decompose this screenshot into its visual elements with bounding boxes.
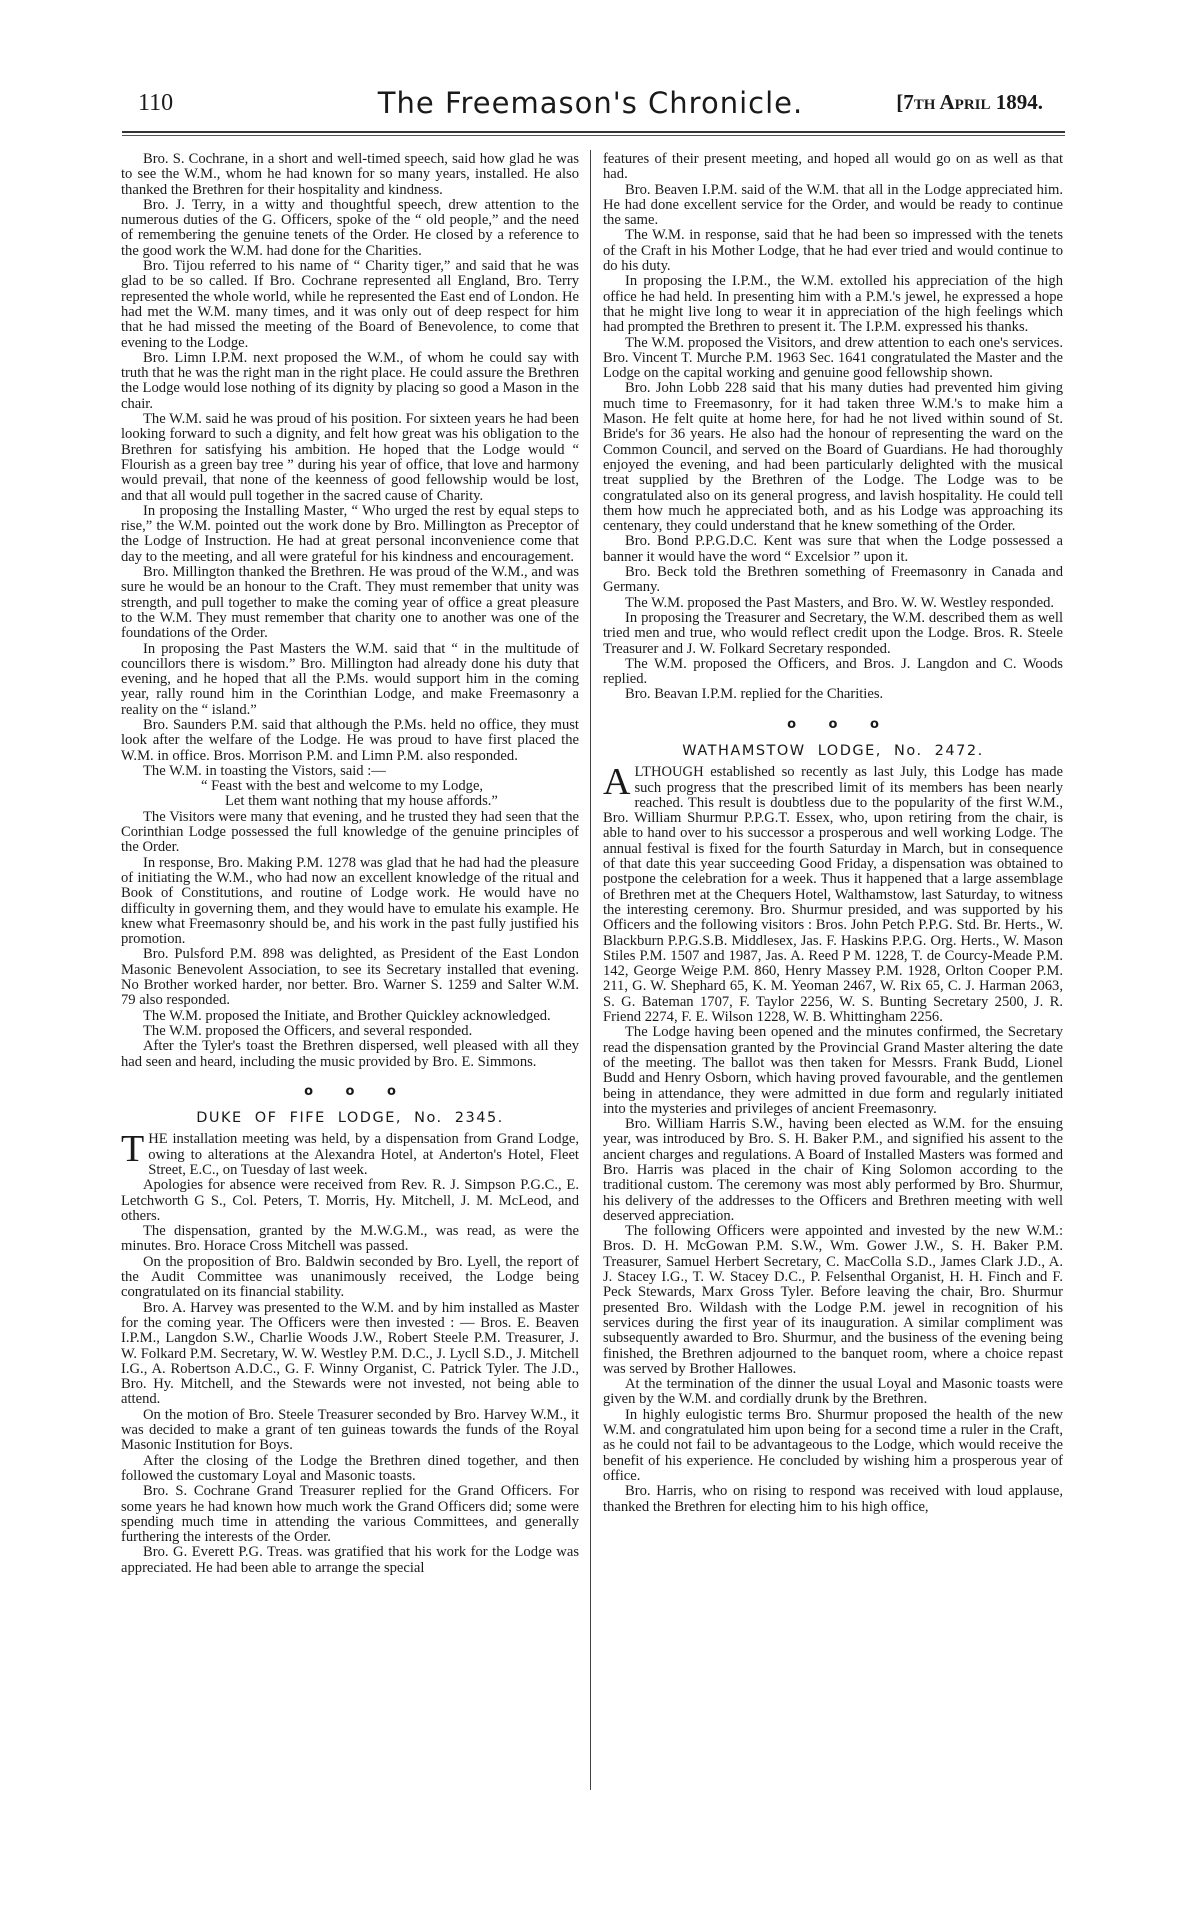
paragraph: Bro. Bond P.P.G.D.C. Kent was sure that when the Lodge possessed a banner it would have the word “ Excelsior ” upon it. <box>603 533 1063 565</box>
poem-line: Let them want nothing that my house affords.” <box>225 793 498 810</box>
paragraph: Bro. Pulsford P.M. 898 was delighted, as President of the East London Masonic Benevolent Association, to see its Secretary installed that evening. No Brother worked harder, nor better. Bro. Warner S. 1259 and Salter W.M. 79 also responded. <box>121 946 579 1009</box>
paragraph: Bro. Beaven I.P.M. said of the W.M. that all in the Lodge appreciated him. He had done excellent service for the Order, and would be ready to continue the same. <box>603 181 1063 229</box>
paragraph: The Visitors were many that evening, and he trusted they had seen that the Corinthian Lodge possessed the full knowledge of the genuine principles of the Order. <box>121 808 579 856</box>
paragraph: Bro. Beck told the Brethren something of Freemasonry in Canada and Germany. <box>603 564 1063 596</box>
paragraph: The W.M. in response, said that he had been so impressed with the tenets of the Craft in his Mother Lodge, that he had ever tried and would continue to do his duty. <box>603 227 1063 275</box>
paragraph: Bro. Harris, who on rising to respond was received with loud applause, thanked the Brethren for electing him to his high office, <box>603 1483 1063 1515</box>
paragraph: Bro. Saunders P.M. said that although the P.Ms. held no office, they must look after the welfare of the Lodge. He was proud to have first placed the W.M. in office. Bros. Morrison P.M. and Limn P.M. also responded. <box>121 716 579 764</box>
continued-paragraph: features of their present meeting, and hoped all would go on as well as that had. <box>603 151 1063 183</box>
paragraph: Bro. Beavan I.P.M. replied for the Charities. <box>625 686 884 703</box>
paragraph: The following Officers were appointed and invested by the new W.M.: Bros. D. H. McGowan P.M. S.W., Wm. Gower J.W., S. H. Baker P.M. Treasurer, Samuel Herbert Secretary, C. MacColla S.D., James Clark J.D., A. J. Stacey I.G., T. W. Stacey D.C., P. Felsenthal Organist, H. H. Finch and F. Peck Stewards, Marx Gross Tyler. Before leaving the chair, Bro. Shurmur presented Bro. Wildash with the Lodge P.M. jewel in recognition of his services during the first year of its inauguration. A similar compliment was subsequently awarded to Bro. Shurmur, and the business of the evening being finished, the Brethren adjourned to the banquet room, where a choice repast was served by Brother Hallowes. <box>603 1223 1063 1377</box>
paragraph: Bro. Tijou referred to his name of “ Charity tiger,” and said that he was glad to be so called. If Bro. Cochrane represented all England, Bro. Terry represented the whole world, while he represented the East end of London. He had met the W.M. many times, and it was only out of deep respect for him that he had missed the meeting of the Board of Benevolence, to come that evening to the Lodge. <box>121 258 579 351</box>
newspaper-title: The Freemason's Chronicle. <box>377 86 804 120</box>
paragraph: After the closing of the Lodge the Brethren dined together, and then followed the customary Loyal and Masonic toasts. <box>121 1452 579 1484</box>
drop-cap: T <box>121 1128 145 1171</box>
issue-date-text: [7th April 1894. <box>896 90 1043 114</box>
article-corinthian-end <box>121 810 579 1070</box>
paragraph: On the motion of Bro. Steele Treasurer seconded by Bro. Harvey W.M., it was decided to make a grant of ten guineas towards the funds of the Royal Masonic Institution for Boys. <box>121 1406 579 1454</box>
paragraph: Apologies for absence were received from Rev. R. J. Simpson P.G.C., E. Letchworth G S., Col. Peters, T. Morris, Hy. Mitchell, J. M. McLeod, and others. <box>121 1177 579 1224</box>
lead-paragraph-text: LTHOUGH established so recently as last July, this Lodge has made such progress that the prescribed limit of its members has been nearly reached. This result is doubtless due to the popularity of the first W.M., Bro. William Shurmur P.P.G.T. Essex, who, upon retiring from the chair, is able to hand over to his successor a prosperous and well working Lodge. The annual festival is fixed for the fourth Saturday in March, but in consequence of that date this year succeeding Good Friday, a dispensation was obtained to postpone the celebration for a week. Thus it happened that a large assemblage of Brethren met at the Chequers Hotel, Walthamstow, last Saturday, to witness the interesting ceremony. Bro. Shurmur presided, and was supported by his Officers and the following visitors : Bros. John Petch P.P.G. Std. Br. Herts., W. Blackburn P.P.G.S.B. Middlesex, Jas. F. Haskins P.P.G. Org. Herts., W. Mason Stiles P.M. 1507 and 1987, Jas. A. Reed P M. 1228, T. de Courcy-Meade P.M. 142, George Weige P.M. 860, Henry Massey P.M. 1928, Orlton Cooper P.M. 211, G. W. Shephard 65, K. M. Yeoman 2467, W. Rix 65, C. J. Harman 2063, S. G. Bateman 1707, F. Taylor 2256, W. S. Bunting Secretary 2500, J. R. Friend 2274, F. E. Wilson 1228, W. B. Whittingham 2256. <box>603 764 1063 1026</box>
paragraph: The Lodge having been opened and the minutes confirmed, the Secretary read the dispensation granted by the Provincial Grand Master altering the date of the meeting. The ballot was then taken for Messrs. Frank Budd, Lionel Budd and Henry Osborn, which having proved favourable, and the gentlemen being in attendance, they were admitted in due form and regularly initiated into the mysteries and privileges of ancient Freemasonry. <box>603 1024 1063 1117</box>
paragraph: Bro. S. Cochrane Grand Treasurer replied for the Grand Officers. For some years he had known how much work the Grand Officers did; some were spending much time in attending the various Committees, and generally furthering the interests of the Order. <box>121 1483 579 1546</box>
page-number: 110 <box>138 90 174 116</box>
paragraph: The W.M. proposed the Visitors, and drew attention to each one's services. Bro. Vincent T. Murche P.M. 1963 Sec. 1641 congratulated the Master and the Lodge on the capital working and genuine good fellowship shown. <box>603 334 1063 382</box>
lead-paragraph-text: HE installation meeting was held, by a dispensation from Grand Lodge, owing to alterations at the Alexandra Hotel, at Anderton's Hotel, Fleet Street, E.C., on Tuesday of last week. <box>148 1131 579 1178</box>
paragraph: Bro. J. Terry, in a witty and thoughtful speech, drew attention to the numerous duties of the G. Officers, spoke of the “ old people,” and the need of remembering the genuine tenets of the Order. He closed by a reference to the good work the W.M. had done for the Charities. <box>121 196 579 259</box>
lead-paragraph <box>121 1128 579 1178</box>
right-column <box>603 152 1063 1515</box>
paragraph: The W.M. in toasting the Vistors, said :— <box>143 762 386 779</box>
paragraph: In proposing the Treasurer and Secretary, the W.M. described them as well tried men and true, who would reflect credit upon the Lodge. Bros. R. Steele Treasurer and J. W. Folkard Secretary responded. <box>603 609 1063 657</box>
paragraph: The dispensation, granted by the M.W.G.M., was read, as were the minutes. Bro. Horace Cross Mitchell was passed. <box>121 1223 579 1255</box>
paragraph: In response, Bro. Making P.M. 1278 was glad that he had had the pleasure of initiating the W.M., who had now an excellent knowledge of the ritual and Book of Constitutions, and routine of Lodge work. He would have no difficulty in governing them, and they would have to emulate his example. He knew what Freemasonry should be, and his work in the past fully justified his promotion. <box>121 854 579 948</box>
masthead <box>138 82 1043 128</box>
article-wathamstow <box>603 1025 1063 1515</box>
paragraph: Bro. William Harris S.W., having been elected as W.M. for the ensuing year, was introduced by Bro. S. H. Baker P.M., and signified his assent to the ancient charges and regulations. A Board of Installed Masters was formed and Bro. Harris was placed in the chair of King Solomon according to the traditional custom. The ceremony was most ably performed by Bro. Shurmur, his delivery of the addresses to the Officers and Brethren meeting with well deserved appreciation. <box>603 1116 1063 1224</box>
paragraph: Bro. S. Cochrane, in a short and well-timed speech, said how glad he was to see the W.M., whom he had known for so many years, installed. He also thanked the Brethren for their hospitality and kindness. <box>121 151 579 198</box>
paragraph: In proposing the Past Masters the W.M. said that “ in the multitude of councillors there is wisdom.” Bro. Millington had already done his duty that evening, and he hoped that all the P.Ms. would support him in the coming year, rally round him in the Corinthian Lodge, and make Freemasonry a reality on the “ island.” <box>121 640 579 718</box>
article-duke-of-fife <box>121 1178 579 1576</box>
drop-cap: A <box>603 761 631 804</box>
paragraph: Bro. Millington thanked the Brethren. He was proud of the W.M., and was sure he would be an honour to the Craft. They must remember that unity was strength, and pull together to make the coming year of office a great pleasure to the W.M. They must remember that charity one to another was one of the foundations of the Order. <box>121 564 579 642</box>
paragraph: At the termination of the dinner the usual Loyal and Masonic toasts were given by the W.M. and cordially drunk by the Brethren. <box>603 1376 1063 1408</box>
column-divider <box>590 150 591 1790</box>
paragraph: Bro. Limn I.P.M. next proposed the W.M., of whom he could say with truth that he was the right man in the right place. He could assure the Brethren the Lodge would lose nothing of its dignity by placing so good a Mason in the chair. <box>121 349 579 412</box>
lead-paragraph <box>603 761 1063 1026</box>
paragraph: The W.M. proposed the Officers, and Bros. J. Langdon and C. Woods replied. <box>603 655 1063 688</box>
section-heading: WATHAMSTOW LODGE, No. 2472. <box>682 742 984 759</box>
article-corinthian-continued <box>121 152 579 779</box>
paragraph: The W.M. said he was proud of his position. For sixteen years he had been looking forward to such a dignity, and felt how great was his obligation to the Brethren for satisfying his ambition. He hoped that the Lodge would “ Flourish as a green bay tree ” during his year of office, that love and harmony would prevail, that none of the keenness of good fellowship would be lost, and that all would pull together in the sacred cause of Charity. <box>121 411 579 504</box>
header-rule <box>122 131 1065 136</box>
paragraph: In proposing the Installing Master, “ Who urged the rest by equal steps to rise,” the W.M. pointed out the work done by Bro. Millington as Preceptor of the Lodge of Instruction. He had at great personal inconvenience come that day to the meeting, and all were grateful for his kindness and encouragement. <box>121 502 579 565</box>
paragraph: Bro. John Lobb 228 said that his many duties had prevented him giving much time to Freemasonry, for it had taken three W.M.'s to make him a Mason. He felt quite at home here, for had he not lived within sound of St. Bride's for 36 years. He also had the honour of representing the ward on the Common Council, and served on the Board of Guardians. He had thoroughly enjoyed the evening, and had been particularly delighted with the musical treat supplied by the Brethren of the Lodge. The Lodge was to be congratulated also on its general progress, and lavish hospitality. He could tell them how much he appreciated both, and as his Lodge was approaching its centenary, they could understand that he knew something of the Order. <box>603 380 1063 535</box>
paragraph: The W.M. proposed the Initiate, and Brother Quickley acknowledged. <box>143 1007 551 1024</box>
section-separator: o o o <box>304 1083 396 1099</box>
paragraph: In proposing the I.P.M., the W.M. extolled his appreciation of the high office he had held. In presenting him with a P.M.'s jewel, he expressed a hope that he might live long to wear it in appreciation of the high feelings which had prompted the Brethren to present it. The I.P.M. expressed his thanks. <box>603 273 1063 336</box>
paragraph: Bro. G. Everett P.G. Treas. was gratified that his work for the Lodge was appreciated. He had been able to arrange the special <box>121 1544 579 1576</box>
paragraph: The W.M. proposed the Officers, and several responded. <box>143 1022 473 1039</box>
paragraph: The W.M. proposed the Past Masters, and Bro. W. W. Westley responded. <box>625 594 1055 611</box>
section-separator: o o o <box>787 716 879 732</box>
paragraph: In highly eulogistic terms Bro. Shurmur proposed the health of the new W.M. and congratulated him upon being for a second time a ruler in the Craft, as he could not fail to be advantageous to the Lodge, which would receive the benefit of his experience. He concluded by wishing him a prosperous year of office. <box>603 1406 1063 1484</box>
issue-date <box>896 90 1043 115</box>
left-column <box>121 152 579 1576</box>
paragraph: Bro. A. Harvey was presented to the W.M. and by him installed as Master for the coming year. The Officers were then invested : — Bros. E. Beaven I.P.M., Langdon S.W., Charlie Woods J.W., Robert Steele P.M. Treasurer, J. W. Folkard P.M. Secretary, W. W. Westley P.M. D.C., J. Lycll S.D., J. Mitchell I.G., A. Robertson A.D.C., G. F. Winny Organist, C. Patrick Tyler. The J.D., Bro. Hy. Mitchell, and the Stewards were not invested, not being able to attend. <box>121 1299 579 1408</box>
paragraph: After the Tyler's toast the Brethren dispersed, well pleased with all they had seen and heard, including the music provided by Bro. E. Simmons. <box>121 1038 579 1070</box>
poem-line: “ Feast with the best and welcome to my Lodge, <box>201 778 484 795</box>
article-duke-of-fife-continued <box>603 183 1063 703</box>
section-heading: DUKE OF FIFE LODGE, No. 2345. <box>196 1110 504 1127</box>
paragraph: On the proposition of Bro. Baldwin seconded by Bro. Lyell, the report of the Audit Committee was unanimously received, the Lodge being congratulated on its financial stability. <box>121 1253 579 1301</box>
